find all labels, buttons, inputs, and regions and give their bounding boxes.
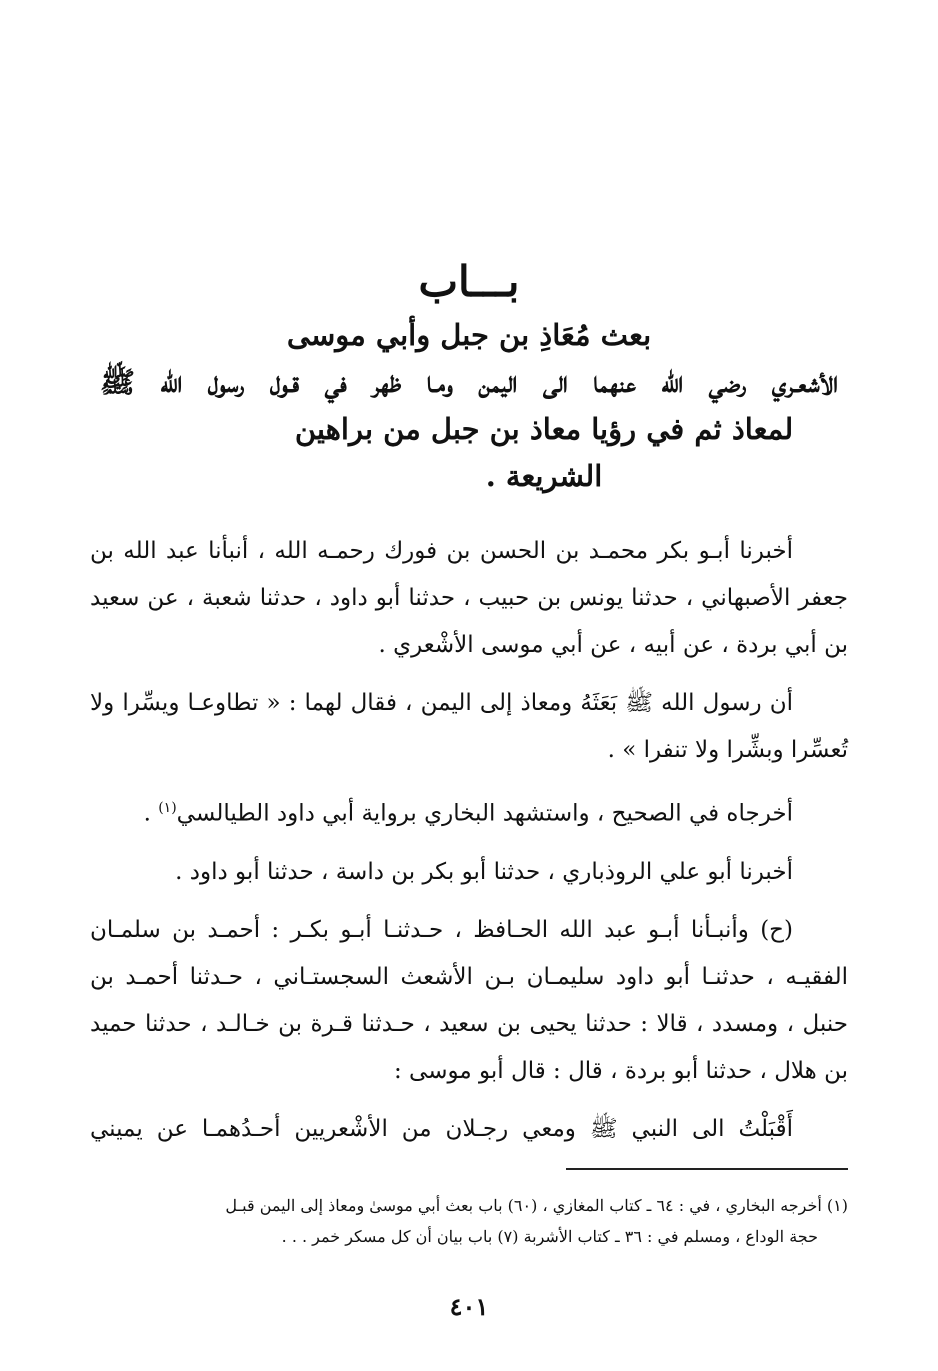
paragraph-isnad-2: أخبرنا أبو علي الروذباري ، حدثنا أبو بكر بن داسة ، حدثنا أبو داود .: [175, 858, 793, 885]
takhrij-text: أخرجاه في الصحيح ، واستشهد البخاري برواية أبي داود الطيالسي: [176, 800, 793, 827]
footnote-line-2: حجة الوداع ، ومسلم في : ٣٦ ـ كتاب الأشربة (٧) باب بيان أن كل مسكر خمر . . .: [281, 1227, 818, 1246]
paragraph-isnad-3: (ح) وأنبـأنا أبـو عبد الله الحـافظ ، حـدثنـا أبـو بكـر : أحمـد بن سلمـان الفقيـه ، حدثنـا أبو داود سليمـان بـن الأشعث السجستـاني ، حـدثنا أحمـد بن حنبل ، ومسدد ، قالا : حدثنا يحيى بن سعيد ، حـدثنا قـرة بن خـالـد ، حدثنا حميد بن هلال ، حدثنا أبو بردة ، قال : قال أبو موسى :: [90, 916, 848, 1084]
footnote-line-1: (١) أخرجه البخاري ، في : ٦٤ ـ كتاب المغازي ، (٦٠) باب بعث أبي موسىٰ ومعاذ إلى اليمن قبـل: [225, 1196, 848, 1215]
chapter-title-line-2: الأشعـري رضي الله عنهما الى اليمن ومـا ظهر في قـول رسول الله ﷺ: [100, 365, 838, 399]
takhrij-end: .: [143, 800, 159, 827]
chapter-heading: [100, 252, 838, 500]
footnote-reference: (١): [158, 800, 177, 816]
paragraph-hadith-start: أَقْبَلْتُ الى النبي ﷺ ومعي رجـلان من الأشْعريين أحـدُهمـا عن يميني: [90, 1115, 793, 1142]
paragraph-isnad-1: أخبرنا أبـو بكر محمـد بن الحسن بن فورك رحمـه الله ، أنبأنا عبد الله بن جعفر الأصبهاني ، حدثنا يونس بن حبيب ، حدثنا أبو داود ، حدثنا شعبة ، عن سعيد بن أبي بردة ، عن أبيه ، عن أبي موسى الأشْعري .: [90, 538, 848, 658]
footnote: [90, 1190, 848, 1252]
paragraph-hadith-text: أن رسول الله ﷺ بَعَثَهُ ومعاذ إلى اليمن ، فقال لهما : « تطاوعـا ويسِّرا ولا تُعسِّرا وبشِّرا ولا تنفرا » .: [90, 690, 848, 763]
paragraph-takhrij: [90, 785, 848, 838]
chapter-title-line-1: بعث مُعَاذِ بن جبل وأبي موسى: [286, 318, 652, 352]
page-number: ٤٠١: [449, 1292, 489, 1321]
main-text: [90, 528, 848, 1164]
chapter-title-line-3: لمعاذ ثم في رؤيا معاذ بن جبل من براهين الشريعة .: [294, 412, 794, 493]
footnote-divider: [566, 1168, 848, 1170]
chapter-label: بـــاب: [418, 257, 520, 306]
